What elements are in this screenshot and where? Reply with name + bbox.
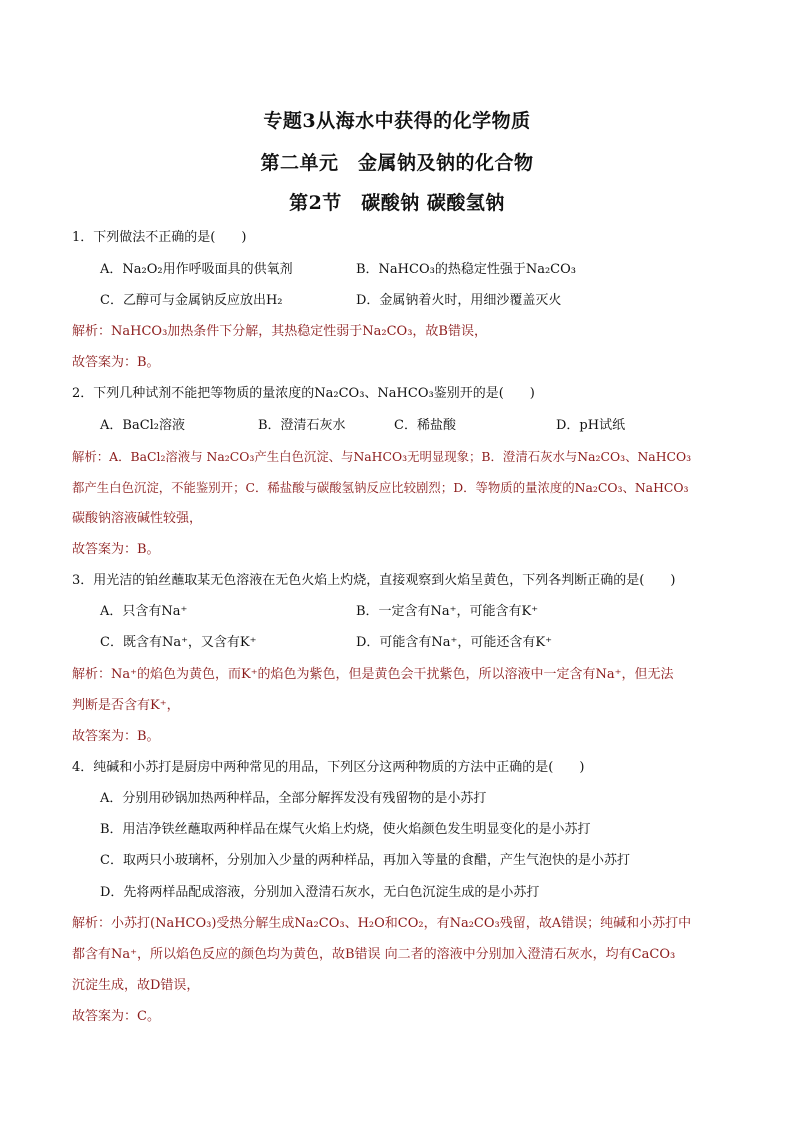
q2-option-d: D．pH试纸 — [556, 418, 626, 433]
q2-explanation-line-3: 碳酸钠溶液碱性较强， — [72, 511, 203, 526]
q2-option-c: C．稀盐酸 — [394, 418, 456, 433]
q3-option-c: C．既含有Na⁺，又含有K⁺ — [100, 635, 257, 650]
q1-stem: 1．下列做法不正确的是( ) — [72, 230, 247, 245]
q1-option-d: D．金属钠着火时，用细沙覆盖灭火 — [356, 293, 562, 308]
q4-stem: 4．纯碱和小苏打是厨房中两种常见的用品，下列区分这两种物质的方法中正确的是( ) — [72, 760, 585, 775]
q2-explanation-line-2: 都产生白色沉淀，不能鉴别开；C．稀盐酸与碳酸氢钠反应比较剧烈；D．等物质的量浓度的Na₂CO₃、NaHCO₃ — [72, 480, 689, 495]
q4-option-a: A．分别用砂锅加热两种样品，全部分解挥发没有残留物的是小苏打 — [100, 791, 487, 806]
q2-stem: 2．下列几种试剂不能把等物质的量浓度的Na₂CO₃、NaHCO₃鉴别开的是( ) — [72, 386, 535, 401]
q3-stem: 3．用光洁的铂丝蘸取某无色溶液在无色火焰上灼烧，直接观察到火焰呈黄色，下列各判断正确的是( ) — [72, 573, 676, 588]
q4-answer: 故答案为：C。 — [72, 1009, 160, 1024]
q1-option-b: B．NaHCO₃的热稳定性强于Na₂CO₃ — [356, 262, 576, 277]
q4-explanation-line-1: 解析：小苏打(NaHCO₃)受热分解生成Na₂CO₃、H₂O和CO₂，有Na₂CO₃残留，故A错误；纯碱和小苏打中 — [72, 916, 692, 931]
q4-explanation-line-3: 沉淀生成，故D错误， — [72, 978, 200, 993]
q4-option-d: D．先将两样品配成溶液，分别加入澄清石灰水，无白色沉淀生成的是小苏打 — [100, 885, 540, 900]
q3-explanation-line-1: 解析：Na⁺的焰色为黄色，而K⁺的焰色为紫色，但是黄色会干扰紫色，所以溶液中一定含有Na⁺，但无法 — [72, 667, 674, 682]
topic-title: 专题3从海水中获得的化学物质 — [263, 110, 531, 132]
q2-option-b: B．澄清石灰水 — [258, 418, 346, 433]
section-title: 第2节 碳酸钠 碳酸氢钠 — [289, 192, 505, 214]
unit-title: 第二单元 金属钠及钠的化合物 — [260, 152, 534, 174]
q3-explanation-line-2: 判断是否含有K⁺， — [72, 698, 180, 713]
q1-answer: 故答案为：B。 — [72, 355, 160, 370]
q3-option-a: A．只含有Na⁺ — [100, 604, 188, 619]
q4-option-b: B．用洁净铁丝蘸取两种样品在煤气火焰上灼烧，使火焰颜色发生明显变化的是小苏打 — [100, 822, 591, 837]
q3-option-d: D．可能含有Na⁺，可能还含有K⁺ — [356, 635, 552, 650]
q3-answer: 故答案为：B。 — [72, 729, 160, 744]
q1-explanation: 解析：NaHCO₃加热条件下分解，其热稳定性弱于Na₂CO₃，故B错误， — [72, 324, 487, 339]
q3-option-b: B．一定含有Na⁺，可能含有K⁺ — [356, 604, 539, 619]
q2-answer: 故答案为：B。 — [72, 542, 160, 557]
q4-explanation-line-2: 都含有Na⁺，所以焰色反应的颜色均为黄色，故B错误 向二者的溶液中分别加入澄清石灰水，均有CaCO₃ — [72, 947, 676, 962]
q4-option-c: C．取两只小玻璃杯，分别加入少量的两种样品，再加入等量的食醋，产生气泡快的是小苏打 — [100, 853, 630, 868]
q2-explanation-line-1: 解析：A．BaCl₂溶液与 Na₂CO₃产生白色沉淀、与NaHCO₃无明显现象；B．澄清石灰水与Na₂CO₃、NaHCO₃ — [72, 449, 692, 464]
q1-option-c: C．乙醇可与金属钠反应放出H₂ — [100, 293, 283, 308]
q2-option-a: A．BaCl₂溶液 — [100, 418, 186, 433]
q1-option-a: A．Na₂O₂用作呼吸面具的供氧剂 — [100, 262, 293, 277]
